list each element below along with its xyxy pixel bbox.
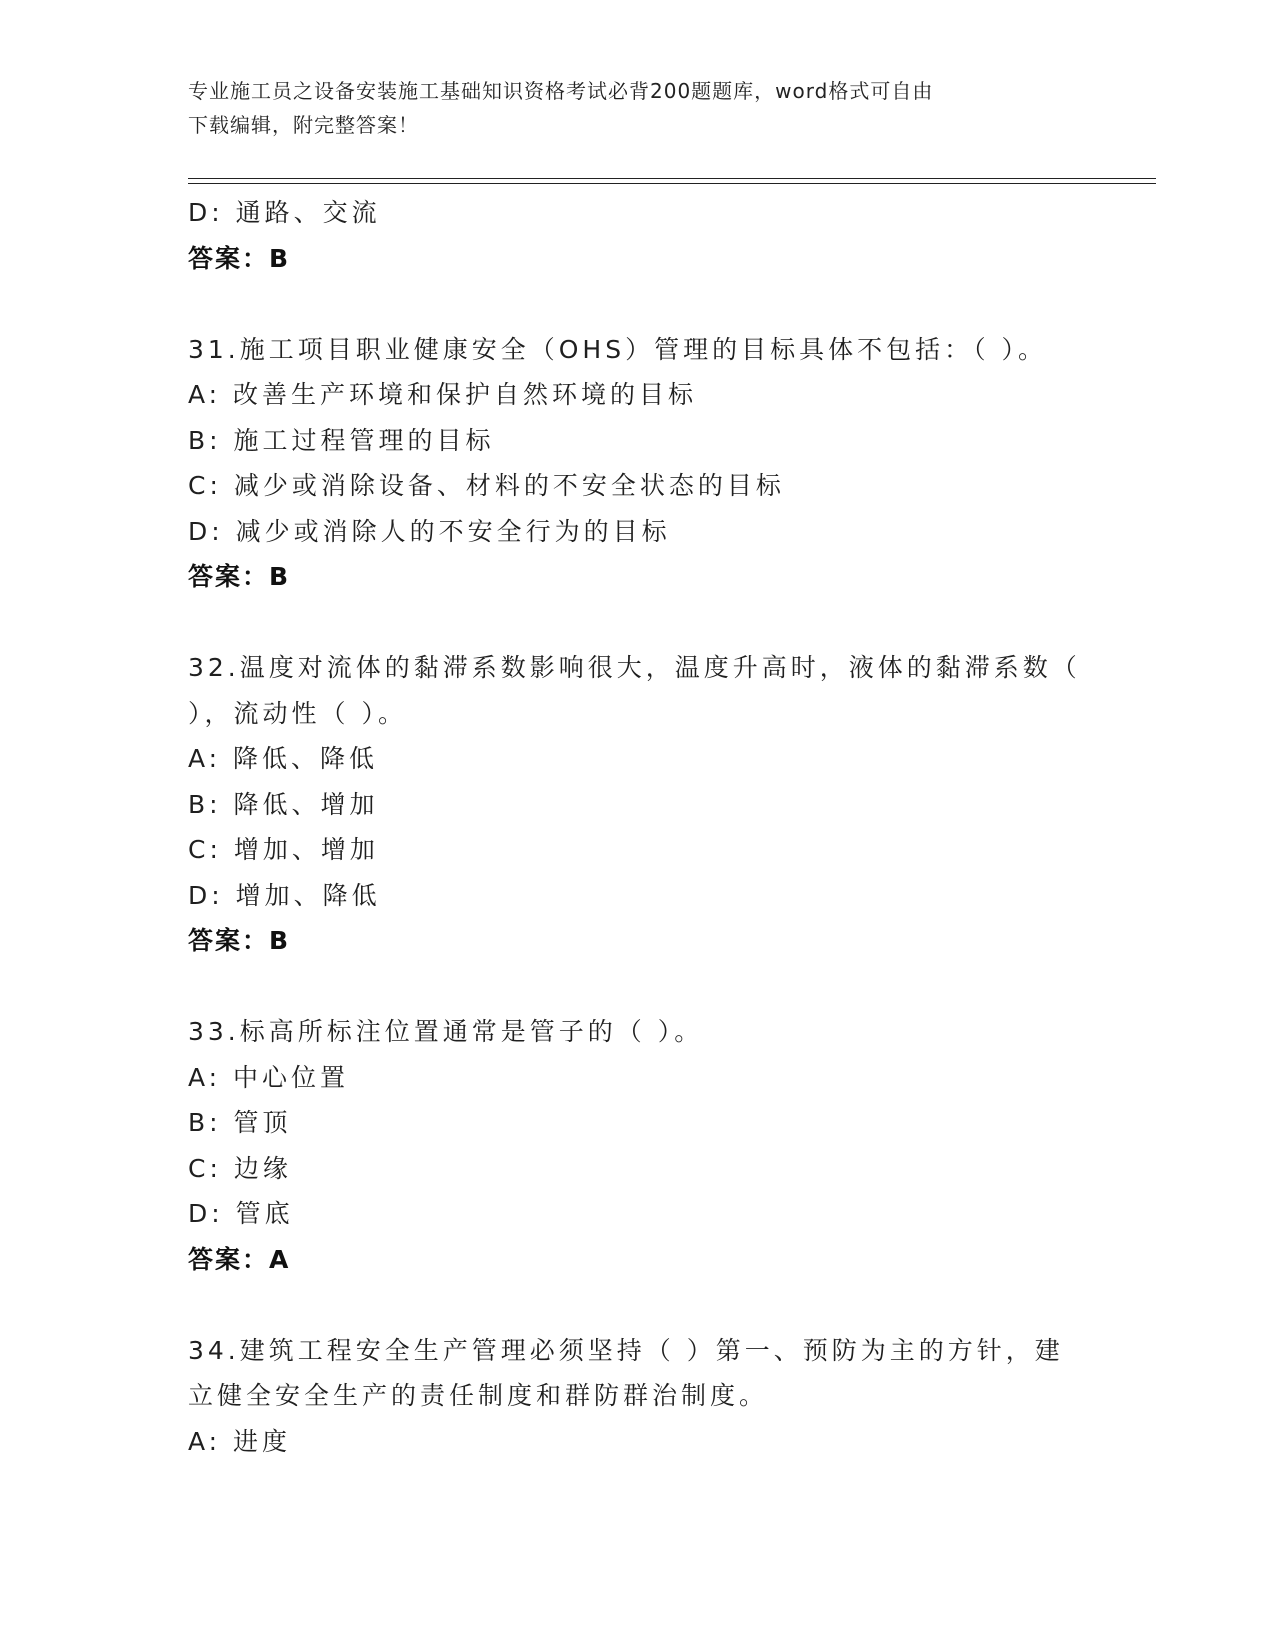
question-32-stem-line-1: 32.温度对流体的黏滞系数影响很大，温度升高时，液体的黏滞系数（ <box>188 653 1081 682</box>
question-33-option-a: A: 中心位置 <box>188 1062 350 1092</box>
spacer <box>188 600 1088 646</box>
question-31-stem: 31.施工项目职业健康安全（OHS）管理的目标具体不包括：（ ）。 <box>188 334 1048 364</box>
question-34-option-a: A: 进度 <box>188 1426 292 1456</box>
question-33 <box>188 1009 1088 1282</box>
header-divider-top <box>188 178 1156 179</box>
question-32-answer: 答案：B <box>188 926 291 955</box>
question-32-option-b: B: 降低、增加 <box>188 789 379 819</box>
question-33-answer: 答案：A <box>188 1244 291 1274</box>
question-31-option-b: B: 施工过程管理的目标 <box>188 425 495 455</box>
header-title-line-2: 下载编辑，附完整答案！ <box>188 113 419 137</box>
spacer <box>188 1282 1088 1328</box>
question-33-option-c: C: 边缘 <box>188 1153 292 1183</box>
question-32 <box>188 645 1088 964</box>
question-31 <box>188 327 1088 600</box>
question-31-option-d: D: 减少或消除人的不安全行为的目标 <box>188 516 671 546</box>
question-32-option-c: C: 增加、增加 <box>188 835 379 864</box>
question-34-stem-line-1: 34.建筑工程安全生产管理必须坚持（ ）第一、预防为主的方针，建 <box>188 1335 1064 1365</box>
question-32-option-a: A: 降低、降低 <box>188 744 379 773</box>
question-34-stem-line-2: 立健全安全生产的责任制度和群防群治制度。 <box>188 1381 769 1410</box>
question-34 <box>188 1328 1088 1465</box>
page-header <box>188 74 1088 142</box>
prev-answer: 答案：B <box>188 243 291 273</box>
question-31-option-c: C: 减少或消除设备、材料的不安全状态的目标 <box>188 471 785 500</box>
question-32-option-d: D: 增加、降低 <box>188 880 381 910</box>
question-33-option-b: B: 管顶 <box>188 1108 292 1137</box>
header-divider-bottom <box>188 183 1156 184</box>
question-31-option-a: A: 改善生产环境和保护自然环境的目标 <box>188 380 698 409</box>
spacer <box>188 964 1088 1010</box>
question-31-answer: 答案：B <box>188 562 291 591</box>
question-33-stem: 33.标高所标注位置通常是管子的（ ）。 <box>188 1017 704 1046</box>
prev-option-d: D: 通路、交流 <box>188 198 381 227</box>
question-list <box>188 190 1088 1464</box>
question-33-option-d: D: 管底 <box>188 1199 294 1228</box>
header-title-line-1: 专业施工员之设备安装施工基础知识资格考试必背200题题库，word格式可自由 <box>188 79 934 103</box>
question-32-stem-line-2: ），流动性（ ）。 <box>188 698 407 728</box>
spacer <box>188 281 1088 327</box>
